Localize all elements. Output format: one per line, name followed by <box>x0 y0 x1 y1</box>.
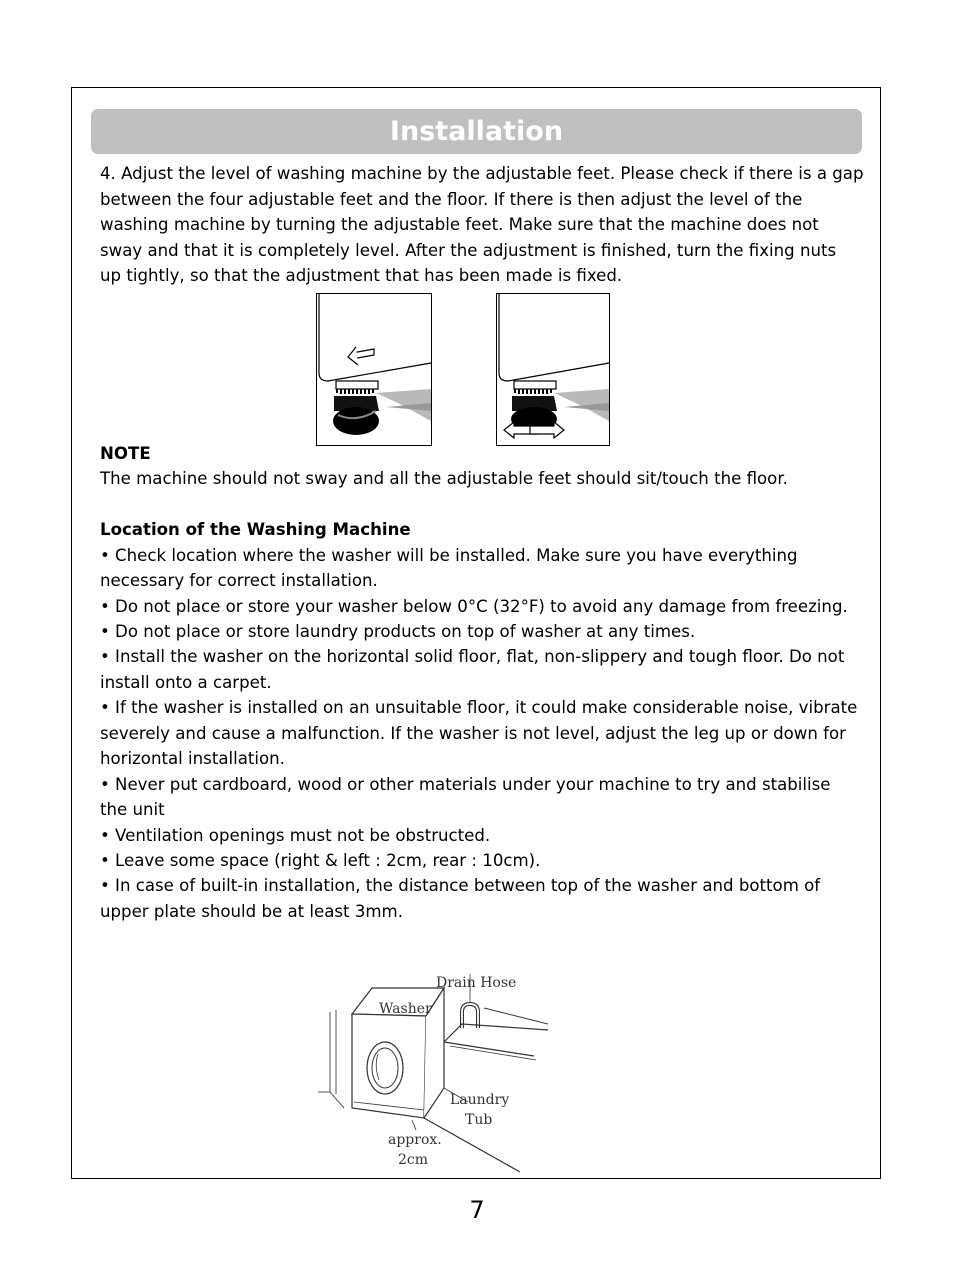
location-line-11: the unit <box>100 800 165 819</box>
foot-adjust-figure-1 <box>316 293 432 446</box>
step4-line-3: washing machine by turning the adjustable feet. Make sure that the machine does not <box>100 215 819 234</box>
location-line-12: • Ventilation openings must not be obstructed. <box>100 826 491 845</box>
note-heading: NOTE <box>100 444 151 463</box>
location-line-5: • Install the washer on the horizontal solid floor, flat, non-slippery and tough floor. Do not <box>100 647 845 666</box>
washer-label: Washer <box>379 1001 432 1017</box>
washer-placement-diagram <box>312 968 548 1176</box>
location-line-15: upper plate should be at least 3mm. <box>100 902 403 921</box>
location-line-6: install onto a carpet. <box>100 673 272 692</box>
page-number: 7 <box>469 1196 485 1224</box>
location-line-7: • If the washer is installed on an unsuitable floor, it could make considerable noise, vibrate <box>100 698 858 717</box>
tub-label: Tub <box>465 1112 493 1128</box>
location-line-9: horizontal installation. <box>100 749 285 768</box>
laundry-label: Laundry <box>450 1092 510 1108</box>
foot-adjust-figure-2 <box>496 293 610 446</box>
approx-label: approx. <box>388 1132 442 1148</box>
location-line-1: • Check location where the washer will be installed. Make sure you have everything <box>100 546 798 565</box>
location-line-3: • Do not place or store your washer below 0°C (32°F) to avoid any damage from freezing. <box>100 597 848 616</box>
drain-hose-label: Drain Hose <box>436 975 517 991</box>
section-banner <box>91 109 862 154</box>
step4-line-4: sway and that it is completely level. After the adjustment is finished, turn the fixing nuts <box>100 241 837 260</box>
step4-line-5: up tightly, so that the adjustment that has been made is fixed. <box>100 266 623 285</box>
distance-label: 2cm <box>398 1152 429 1168</box>
location-line-2: necessary for correct installation. <box>100 571 378 590</box>
location-line-10: • Never put cardboard, wood or other materials under your machine to try and stabilise <box>100 775 831 794</box>
step4-line-2: between the four adjustable feet and the floor. If there is then adjust the level of the <box>100 190 803 209</box>
note-text: The machine should not sway and all the adjustable feet should sit/touch the floor. <box>100 469 788 488</box>
location-line-13: • Leave some space (right & left : 2cm, rear : 10cm). <box>100 851 541 870</box>
location-line-4: • Do not place or store laundry products on top of washer at any times. <box>100 622 696 641</box>
location-heading: Location of the Washing Machine <box>100 520 411 539</box>
location-line-14: • In case of built-in installation, the distance between top of the washer and bottom of <box>100 876 821 895</box>
location-line-8: severely and cause a malfunction. If the washer is not level, adjust the leg up or down for <box>100 724 846 743</box>
step4-line-1: 4. Adjust the level of washing machine by the adjustable feet. Please check if there is a gap <box>100 164 864 183</box>
page-title: Installation <box>389 116 564 147</box>
